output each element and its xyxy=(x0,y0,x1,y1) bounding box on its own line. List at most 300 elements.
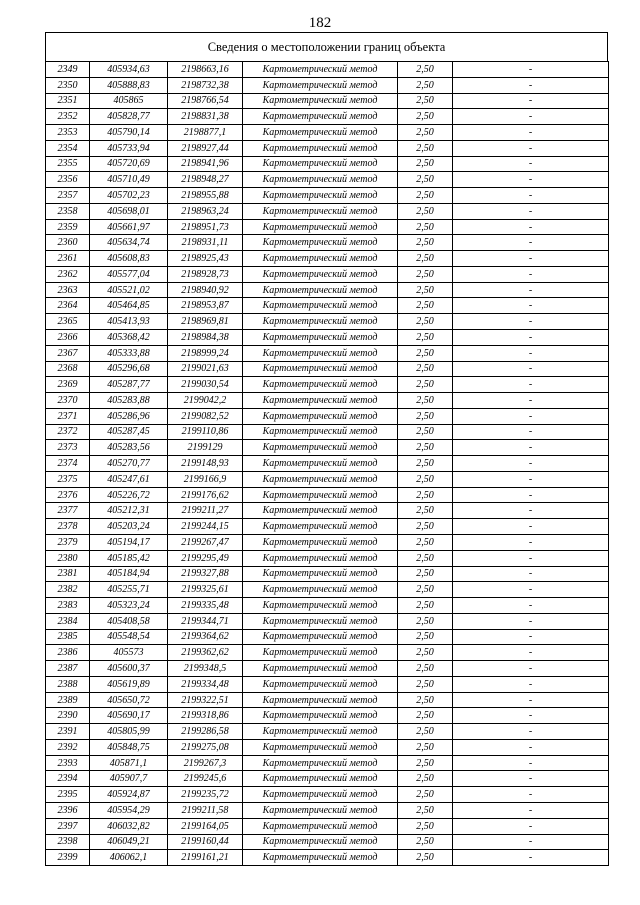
point-number-cell: 2355 xyxy=(46,156,90,172)
table-row xyxy=(46,645,609,661)
note-cell: - xyxy=(453,613,609,629)
accuracy-cell: 2,50 xyxy=(398,582,453,598)
y-coordinate-cell: 2198948,27 xyxy=(168,172,243,188)
note-cell: - xyxy=(453,598,609,614)
note-cell: - xyxy=(453,62,609,78)
x-coordinate-cell: 405464,85 xyxy=(90,298,168,314)
y-coordinate-cell: 2198984,38 xyxy=(168,330,243,346)
x-coordinate-cell: 405521,02 xyxy=(90,282,168,298)
x-coordinate-cell: 405184,94 xyxy=(90,566,168,582)
page-number: 182 xyxy=(308,15,332,31)
accuracy-cell: 2,50 xyxy=(398,487,453,503)
note-cell: - xyxy=(453,140,609,156)
note-cell: - xyxy=(453,503,609,519)
point-number-cell: 2365 xyxy=(46,314,90,330)
point-number-cell: 2363 xyxy=(46,282,90,298)
accuracy-cell: 2,50 xyxy=(398,235,453,251)
y-coordinate-cell: 2199318,86 xyxy=(168,708,243,724)
method-cell: Картометрический метод xyxy=(243,330,398,346)
y-coordinate-cell: 2199322,51 xyxy=(168,692,243,708)
table-row xyxy=(46,298,609,314)
table-row xyxy=(46,534,609,550)
x-coordinate-cell: 405790,14 xyxy=(90,125,168,141)
y-coordinate-cell: 2199348,5 xyxy=(168,661,243,677)
y-coordinate-cell: 2199327,88 xyxy=(168,566,243,582)
method-cell: Картометрический метод xyxy=(243,661,398,677)
table-row xyxy=(46,314,609,330)
table-row xyxy=(46,755,609,771)
method-cell: Картометрический метод xyxy=(243,724,398,740)
accuracy-cell: 2,50 xyxy=(398,818,453,834)
y-coordinate-cell: 2198999,24 xyxy=(168,345,243,361)
point-number-cell: 2357 xyxy=(46,188,90,204)
method-cell: Картометрический метод xyxy=(243,424,398,440)
note-cell: - xyxy=(453,487,609,503)
note-cell: - xyxy=(453,77,609,93)
x-coordinate-cell: 405226,72 xyxy=(90,487,168,503)
x-coordinate-cell: 405828,77 xyxy=(90,109,168,125)
y-coordinate-cell: 2199160,44 xyxy=(168,834,243,850)
method-cell: Картометрический метод xyxy=(243,613,398,629)
table-row xyxy=(46,598,609,614)
point-number-cell: 2377 xyxy=(46,503,90,519)
method-cell: Картометрический метод xyxy=(243,787,398,803)
point-number-cell: 2380 xyxy=(46,550,90,566)
method-cell: Картометрический метод xyxy=(243,582,398,598)
point-number-cell: 2367 xyxy=(46,345,90,361)
y-coordinate-cell: 2199211,27 xyxy=(168,503,243,519)
x-coordinate-cell: 405690,17 xyxy=(90,708,168,724)
note-cell: - xyxy=(453,203,609,219)
table-row xyxy=(46,377,609,393)
note-cell: - xyxy=(453,566,609,582)
point-number-cell: 2353 xyxy=(46,125,90,141)
table-row xyxy=(46,613,609,629)
method-cell: Картометрический метод xyxy=(243,708,398,724)
method-cell: Картометрический метод xyxy=(243,534,398,550)
y-coordinate-cell: 2198925,43 xyxy=(168,251,243,267)
method-cell: Картометрический метод xyxy=(243,393,398,409)
point-number-cell: 2386 xyxy=(46,645,90,661)
table-row xyxy=(46,724,609,740)
note-cell: - xyxy=(453,330,609,346)
accuracy-cell: 2,50 xyxy=(398,503,453,519)
table-row xyxy=(46,692,609,708)
y-coordinate-cell: 2198941,96 xyxy=(168,156,243,172)
table-row xyxy=(46,440,609,456)
accuracy-cell: 2,50 xyxy=(398,203,453,219)
note-cell: - xyxy=(453,314,609,330)
accuracy-cell: 2,50 xyxy=(398,661,453,677)
accuracy-cell: 2,50 xyxy=(398,125,453,141)
note-cell: - xyxy=(453,188,609,204)
table-row xyxy=(46,109,609,125)
table-row xyxy=(46,235,609,251)
method-cell: Картометрический метод xyxy=(243,739,398,755)
point-number-cell: 2390 xyxy=(46,708,90,724)
table-row xyxy=(46,566,609,582)
accuracy-cell: 2,50 xyxy=(398,519,453,535)
point-number-cell: 2399 xyxy=(46,850,90,866)
table-row xyxy=(46,172,609,188)
table-row xyxy=(46,818,609,834)
point-number-cell: 2350 xyxy=(46,77,90,93)
table-title: Сведения о местоположении границ объекта xyxy=(45,32,608,61)
x-coordinate-cell: 405698,01 xyxy=(90,203,168,219)
point-number-cell: 2361 xyxy=(46,251,90,267)
point-number-cell: 2349 xyxy=(46,62,90,78)
x-coordinate-cell: 405934,63 xyxy=(90,62,168,78)
note-cell: - xyxy=(453,724,609,740)
x-coordinate-cell: 405865 xyxy=(90,93,168,109)
y-coordinate-cell: 2199295,49 xyxy=(168,550,243,566)
table-row xyxy=(46,519,609,535)
table-row xyxy=(46,708,609,724)
table-row xyxy=(46,487,609,503)
accuracy-cell: 2,50 xyxy=(398,708,453,724)
x-coordinate-cell: 405203,24 xyxy=(90,519,168,535)
point-number-cell: 2359 xyxy=(46,219,90,235)
point-number-cell: 2396 xyxy=(46,802,90,818)
note-cell: - xyxy=(453,755,609,771)
method-cell: Картометрический метод xyxy=(243,645,398,661)
table-row xyxy=(46,661,609,677)
note-cell: - xyxy=(453,393,609,409)
method-cell: Картометрический метод xyxy=(243,251,398,267)
accuracy-cell: 2,50 xyxy=(398,77,453,93)
accuracy-cell: 2,50 xyxy=(398,724,453,740)
point-number-cell: 2360 xyxy=(46,235,90,251)
x-coordinate-cell: 405805,99 xyxy=(90,724,168,740)
accuracy-cell: 2,50 xyxy=(398,771,453,787)
table-row xyxy=(46,361,609,377)
table-row xyxy=(46,77,609,93)
y-coordinate-cell: 2198951,73 xyxy=(168,219,243,235)
method-cell: Картометрический метод xyxy=(243,156,398,172)
accuracy-cell: 2,50 xyxy=(398,314,453,330)
method-cell: Картометрический метод xyxy=(243,440,398,456)
accuracy-cell: 2,50 xyxy=(398,739,453,755)
x-coordinate-cell: 405333,88 xyxy=(90,345,168,361)
point-number-cell: 2351 xyxy=(46,93,90,109)
accuracy-cell: 2,50 xyxy=(398,62,453,78)
x-coordinate-cell: 405733,94 xyxy=(90,140,168,156)
accuracy-cell: 2,50 xyxy=(398,156,453,172)
table-row xyxy=(46,266,609,282)
method-cell: Картометрический метод xyxy=(243,109,398,125)
point-number-cell: 2383 xyxy=(46,598,90,614)
x-coordinate-cell: 405287,77 xyxy=(90,377,168,393)
point-number-cell: 2352 xyxy=(46,109,90,125)
x-coordinate-cell: 406049,21 xyxy=(90,834,168,850)
method-cell: Картометрический метод xyxy=(243,125,398,141)
table-row xyxy=(46,850,609,866)
note-cell: - xyxy=(453,645,609,661)
x-coordinate-cell: 405323,24 xyxy=(90,598,168,614)
y-coordinate-cell: 2198766,54 xyxy=(168,93,243,109)
method-cell: Картометрический метод xyxy=(243,140,398,156)
x-coordinate-cell: 405247,61 xyxy=(90,471,168,487)
table-row xyxy=(46,739,609,755)
method-cell: Картометрический метод xyxy=(243,755,398,771)
note-cell: - xyxy=(453,377,609,393)
table-row xyxy=(46,503,609,519)
x-coordinate-cell: 405573 xyxy=(90,645,168,661)
x-coordinate-cell: 405954,29 xyxy=(90,802,168,818)
point-number-cell: 2384 xyxy=(46,613,90,629)
accuracy-cell: 2,50 xyxy=(398,219,453,235)
x-coordinate-cell: 405408,58 xyxy=(90,613,168,629)
table-row xyxy=(46,219,609,235)
note-cell: - xyxy=(453,661,609,677)
y-coordinate-cell: 2199235,72 xyxy=(168,787,243,803)
note-cell: - xyxy=(453,345,609,361)
point-number-cell: 2364 xyxy=(46,298,90,314)
y-coordinate-cell: 2199030,54 xyxy=(168,377,243,393)
y-coordinate-cell: 2198927,44 xyxy=(168,140,243,156)
accuracy-cell: 2,50 xyxy=(398,802,453,818)
point-number-cell: 2392 xyxy=(46,739,90,755)
accuracy-cell: 2,50 xyxy=(398,692,453,708)
method-cell: Картометрический метод xyxy=(243,850,398,866)
y-coordinate-cell: 2199021,63 xyxy=(168,361,243,377)
table-row xyxy=(46,156,609,172)
point-number-cell: 2393 xyxy=(46,755,90,771)
accuracy-cell: 2,50 xyxy=(398,755,453,771)
accuracy-cell: 2,50 xyxy=(398,629,453,645)
point-number-cell: 2394 xyxy=(46,771,90,787)
accuracy-cell: 2,50 xyxy=(398,787,453,803)
y-coordinate-cell: 2199129 xyxy=(168,440,243,456)
method-cell: Картометрический метод xyxy=(243,676,398,692)
y-coordinate-cell: 2199267,47 xyxy=(168,534,243,550)
x-coordinate-cell: 405907,7 xyxy=(90,771,168,787)
x-coordinate-cell: 406062,1 xyxy=(90,850,168,866)
y-coordinate-cell: 2198963,24 xyxy=(168,203,243,219)
accuracy-cell: 2,50 xyxy=(398,377,453,393)
note-cell: - xyxy=(453,125,609,141)
x-coordinate-cell: 405283,88 xyxy=(90,393,168,409)
x-coordinate-cell: 405296,68 xyxy=(90,361,168,377)
note-cell: - xyxy=(453,235,609,251)
x-coordinate-cell: 405661,97 xyxy=(90,219,168,235)
y-coordinate-cell: 2199082,52 xyxy=(168,408,243,424)
y-coordinate-cell: 2199245,6 xyxy=(168,771,243,787)
note-cell: - xyxy=(453,708,609,724)
y-coordinate-cell: 2198928,73 xyxy=(168,266,243,282)
y-coordinate-cell: 2198877,1 xyxy=(168,125,243,141)
method-cell: Картометрический метод xyxy=(243,629,398,645)
accuracy-cell: 2,50 xyxy=(398,566,453,582)
note-cell: - xyxy=(453,629,609,645)
y-coordinate-cell: 2199161,21 xyxy=(168,850,243,866)
note-cell: - xyxy=(453,850,609,866)
point-number-cell: 2395 xyxy=(46,787,90,803)
y-coordinate-cell: 2198953,87 xyxy=(168,298,243,314)
x-coordinate-cell: 405634,74 xyxy=(90,235,168,251)
note-cell: - xyxy=(453,739,609,755)
table-row xyxy=(46,424,609,440)
x-coordinate-cell: 405368,42 xyxy=(90,330,168,346)
method-cell: Картометрический метод xyxy=(243,408,398,424)
accuracy-cell: 2,50 xyxy=(398,440,453,456)
table-row xyxy=(46,282,609,298)
x-coordinate-cell: 405924,87 xyxy=(90,787,168,803)
point-number-cell: 2388 xyxy=(46,676,90,692)
method-cell: Картометрический метод xyxy=(243,487,398,503)
method-cell: Картометрический метод xyxy=(243,219,398,235)
accuracy-cell: 2,50 xyxy=(398,172,453,188)
x-coordinate-cell: 406032,82 xyxy=(90,818,168,834)
y-coordinate-cell: 2198663,16 xyxy=(168,62,243,78)
note-cell: - xyxy=(453,408,609,424)
x-coordinate-cell: 405600,37 xyxy=(90,661,168,677)
x-coordinate-cell: 405548,54 xyxy=(90,629,168,645)
x-coordinate-cell: 405710,49 xyxy=(90,172,168,188)
method-cell: Картометрический метод xyxy=(243,361,398,377)
note-cell: - xyxy=(453,219,609,235)
table-row xyxy=(46,550,609,566)
boundary-sheet xyxy=(45,32,608,866)
accuracy-cell: 2,50 xyxy=(398,282,453,298)
method-cell: Картометрический метод xyxy=(243,235,398,251)
y-coordinate-cell: 2198732,38 xyxy=(168,77,243,93)
note-cell: - xyxy=(453,282,609,298)
method-cell: Картометрический метод xyxy=(243,203,398,219)
y-coordinate-cell: 2199148,93 xyxy=(168,456,243,472)
method-cell: Картометрический метод xyxy=(243,93,398,109)
method-cell: Картометрический метод xyxy=(243,550,398,566)
table-row xyxy=(46,62,609,78)
table-row xyxy=(46,330,609,346)
point-number-cell: 2389 xyxy=(46,692,90,708)
y-coordinate-cell: 2199325,61 xyxy=(168,582,243,598)
note-cell: - xyxy=(453,676,609,692)
table-row xyxy=(46,834,609,850)
note-cell: - xyxy=(453,834,609,850)
accuracy-cell: 2,50 xyxy=(398,140,453,156)
table-row xyxy=(46,676,609,692)
accuracy-cell: 2,50 xyxy=(398,298,453,314)
point-number-cell: 2356 xyxy=(46,172,90,188)
x-coordinate-cell: 405608,83 xyxy=(90,251,168,267)
accuracy-cell: 2,50 xyxy=(398,408,453,424)
point-number-cell: 2373 xyxy=(46,440,90,456)
method-cell: Картометрический метод xyxy=(243,172,398,188)
method-cell: Картометрический метод xyxy=(243,282,398,298)
point-number-cell: 2376 xyxy=(46,487,90,503)
method-cell: Картометрический метод xyxy=(243,188,398,204)
table-row xyxy=(46,802,609,818)
table-row xyxy=(46,456,609,472)
note-cell: - xyxy=(453,582,609,598)
accuracy-cell: 2,50 xyxy=(398,534,453,550)
method-cell: Картометрический метод xyxy=(243,62,398,78)
table-row xyxy=(46,93,609,109)
method-cell: Картометрический метод xyxy=(243,77,398,93)
y-coordinate-cell: 2199164,05 xyxy=(168,818,243,834)
accuracy-cell: 2,50 xyxy=(398,645,453,661)
table-row xyxy=(46,203,609,219)
x-coordinate-cell: 405194,17 xyxy=(90,534,168,550)
table-row xyxy=(46,393,609,409)
point-number-cell: 2382 xyxy=(46,582,90,598)
y-coordinate-cell: 2199211,58 xyxy=(168,802,243,818)
x-coordinate-cell: 405888,83 xyxy=(90,77,168,93)
note-cell: - xyxy=(453,440,609,456)
accuracy-cell: 2,50 xyxy=(398,188,453,204)
coordinates-table-body xyxy=(46,62,609,866)
point-number-cell: 2387 xyxy=(46,661,90,677)
note-cell: - xyxy=(453,156,609,172)
table-row xyxy=(46,140,609,156)
point-number-cell: 2358 xyxy=(46,203,90,219)
table-row xyxy=(46,471,609,487)
method-cell: Картометрический метод xyxy=(243,345,398,361)
y-coordinate-cell: 2199362,62 xyxy=(168,645,243,661)
method-cell: Картометрический метод xyxy=(243,771,398,787)
y-coordinate-cell: 2199042,2 xyxy=(168,393,243,409)
note-cell: - xyxy=(453,787,609,803)
point-number-cell: 2370 xyxy=(46,393,90,409)
note-cell: - xyxy=(453,471,609,487)
method-cell: Картометрический метод xyxy=(243,314,398,330)
x-coordinate-cell: 405255,71 xyxy=(90,582,168,598)
accuracy-cell: 2,50 xyxy=(398,251,453,267)
table-row xyxy=(46,345,609,361)
y-coordinate-cell: 2199275,08 xyxy=(168,739,243,755)
y-coordinate-cell: 2199166,9 xyxy=(168,471,243,487)
method-cell: Картометрический метод xyxy=(243,834,398,850)
note-cell: - xyxy=(453,550,609,566)
x-coordinate-cell: 405871,1 xyxy=(90,755,168,771)
point-number-cell: 2372 xyxy=(46,424,90,440)
note-cell: - xyxy=(453,361,609,377)
note-cell: - xyxy=(453,172,609,188)
accuracy-cell: 2,50 xyxy=(398,424,453,440)
note-cell: - xyxy=(453,456,609,472)
note-cell: - xyxy=(453,818,609,834)
accuracy-cell: 2,50 xyxy=(398,834,453,850)
note-cell: - xyxy=(453,298,609,314)
accuracy-cell: 2,50 xyxy=(398,850,453,866)
accuracy-cell: 2,50 xyxy=(398,109,453,125)
accuracy-cell: 2,50 xyxy=(398,550,453,566)
y-coordinate-cell: 2198931,11 xyxy=(168,235,243,251)
y-coordinate-cell: 2198969,81 xyxy=(168,314,243,330)
x-coordinate-cell: 405287,45 xyxy=(90,424,168,440)
coordinates-table xyxy=(45,61,609,866)
x-coordinate-cell: 405702,23 xyxy=(90,188,168,204)
x-coordinate-cell: 405720,69 xyxy=(90,156,168,172)
method-cell: Картометрический метод xyxy=(243,692,398,708)
method-cell: Картометрический метод xyxy=(243,266,398,282)
x-coordinate-cell: 405650,72 xyxy=(90,692,168,708)
method-cell: Картометрический метод xyxy=(243,818,398,834)
point-number-cell: 2371 xyxy=(46,408,90,424)
table-row xyxy=(46,188,609,204)
y-coordinate-cell: 2199286,58 xyxy=(168,724,243,740)
point-number-cell: 2369 xyxy=(46,377,90,393)
note-cell: - xyxy=(453,692,609,708)
point-number-cell: 2362 xyxy=(46,266,90,282)
point-number-cell: 2379 xyxy=(46,534,90,550)
x-coordinate-cell: 405212,31 xyxy=(90,503,168,519)
y-coordinate-cell: 2199267,3 xyxy=(168,755,243,771)
y-coordinate-cell: 2199364,62 xyxy=(168,629,243,645)
accuracy-cell: 2,50 xyxy=(398,330,453,346)
point-number-cell: 2391 xyxy=(46,724,90,740)
